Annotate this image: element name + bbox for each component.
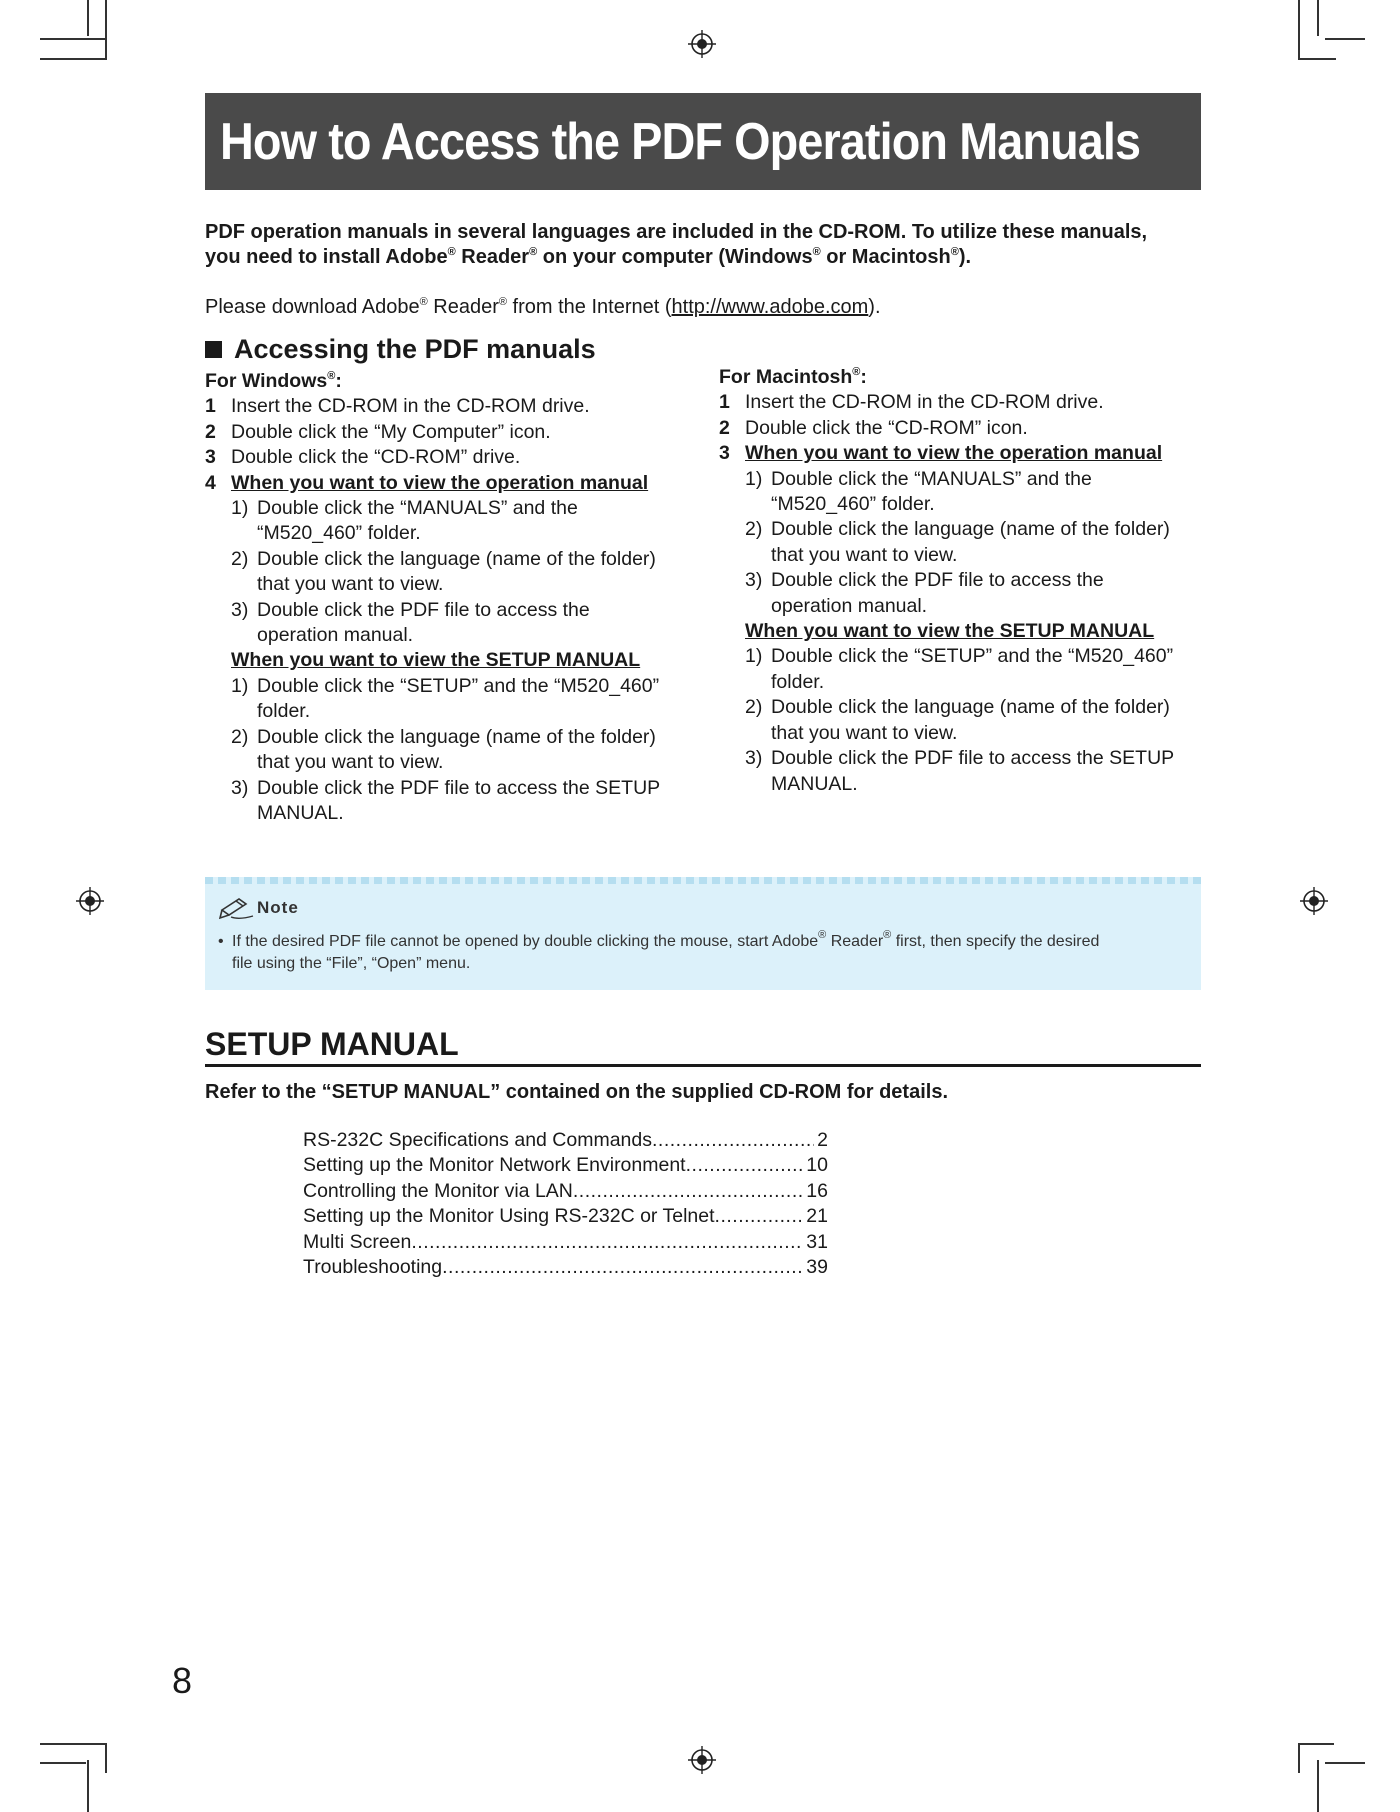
instruction-columns	[205, 366, 1201, 859]
page-number: 8	[172, 1660, 193, 1701]
pencil-icon	[219, 896, 255, 920]
toc-row: Setting up the Monitor Using RS-232C or Telnet ..... 21	[303, 1204, 828, 1229]
note-box	[205, 877, 1201, 990]
crop-mark	[105, 1743, 107, 1773]
sub-item: 2) Double click the language (name of the folder) that you want to view.	[745, 518, 1170, 566]
registration-mark-icon	[688, 30, 716, 58]
crop-mark	[40, 58, 106, 60]
toc-row: Troubleshooting ..... 39	[303, 1255, 828, 1280]
page-title: How to Access the PDF Operation Manuals	[220, 112, 1141, 171]
crop-mark	[1298, 1743, 1334, 1745]
sub-item: 2) Double click the language (name of the folder) that you want to view.	[745, 696, 1170, 744]
list-item: 1 Insert the CD-ROM in the CD-ROM drive.	[205, 395, 590, 418]
sub-item: 3) Double click the PDF file to access the SETUP MANUAL.	[231, 776, 661, 824]
section-heading: Accessing the PDF manuals	[205, 334, 1201, 365]
crop-mark	[1317, 0, 1319, 36]
crop-mark	[87, 1760, 89, 1812]
setup-subheading: When you want to view the SETUP MANUAL	[231, 649, 641, 672]
crop-mark	[40, 1743, 106, 1745]
note-divider	[205, 877, 1201, 884]
list-item: 3 Double click the “CD-ROM” drive.	[205, 446, 521, 469]
sub-item: 1) Double click the “SETUP” and the “M520_460” folder.	[231, 674, 660, 723]
intro-text: PDF operation manuals in several languages are included in the CD-ROM. To utilize these manuals, you need to install Adobe® Reader® on your computer (Windows® or Macintosh®).	[205, 221, 1148, 268]
setup-subheading: When you want to view the SETUP MANUAL	[745, 620, 1155, 643]
toc-row: Setting up the Monitor Network Environment ..... 10	[303, 1153, 828, 1178]
macintosh-column	[719, 365, 1209, 797]
toc-row: RS-232C Specifications and Commands ..... 2	[303, 1128, 828, 1153]
list-item: 4 When you want to view the operation manual	[205, 471, 649, 494]
crop-mark	[1325, 1762, 1365, 1764]
windows-column	[205, 369, 705, 826]
registration-mark-icon	[688, 1746, 716, 1774]
sub-item: 2) Double click the language (name of the folder) that you want to view.	[231, 725, 656, 774]
list-item: 1 Insert the CD-ROM in the CD-ROM drive.	[719, 391, 1104, 414]
crop-mark	[1298, 0, 1300, 60]
setup-manual-refer: Refer to the “SETUP MANUAL” contained on the supplied CD-ROM for details.	[205, 1081, 948, 1103]
page-content	[205, 93, 1201, 859]
setup-manual-section	[205, 1025, 1201, 1104]
download-text: Please download Adobe® Reader® from the Internet (http://www.adobe.com).	[205, 296, 881, 318]
crop-mark	[40, 1762, 86, 1764]
list-item: 2 Double click the “My Computer” icon.	[205, 420, 551, 443]
registration-mark-icon	[1300, 887, 1328, 915]
crop-mark	[1298, 1743, 1300, 1773]
adobe-link[interactable]: http://www.adobe.com	[671, 296, 869, 318]
table-of-contents	[303, 1128, 828, 1280]
toc-row: Controlling the Monitor via LAN ..... 16	[303, 1179, 828, 1204]
toc-row: Multi Screen ..... 31	[303, 1230, 828, 1255]
list-item: 3 When you want to view the operation manual	[719, 442, 1163, 465]
sub-item: 1) Double click the “SETUP” and the “M520_460” folder.	[745, 645, 1174, 693]
setup-manual-heading: SETUP MANUAL	[205, 1025, 1201, 1067]
sub-item: 3) Double click the PDF file to access the operation manual.	[745, 569, 1104, 617]
crop-mark	[40, 38, 106, 40]
windows-heading: For Windows®:	[205, 370, 342, 392]
crop-mark	[1317, 1760, 1319, 1812]
registration-mark-icon	[76, 887, 104, 915]
crop-mark	[105, 0, 107, 60]
crop-mark	[1325, 38, 1365, 40]
sub-item: 2) Double click the language (name of the folder) that you want to view.	[231, 547, 656, 596]
sub-item: 1) Double click the “MANUALS” and the “M520_460” folder.	[745, 467, 1092, 516]
sub-item: 1) Double click the “MANUALS” and the “M520_460” folder.	[231, 497, 578, 545]
crop-mark	[87, 0, 89, 36]
sub-item: 3) Double click the PDF file to access the SETUP MANUAL.	[745, 747, 1175, 795]
square-bullet-icon	[205, 341, 222, 358]
list-item: 2 Double click the “CD-ROM” icon.	[719, 416, 1028, 439]
macintosh-heading: For Macintosh®:	[719, 366, 867, 388]
title-bar	[205, 93, 1201, 190]
crop-mark	[1300, 58, 1336, 60]
note-title: Note	[219, 896, 299, 920]
sub-item: 3) Double click the PDF file to access the operation manual.	[231, 598, 590, 647]
note-text: • If the desired PDF file cannot be opened by double clicking the mouse, start Adobe® Reader® first, then specify the desired file using the “File”, “Open” menu.	[218, 929, 1100, 972]
